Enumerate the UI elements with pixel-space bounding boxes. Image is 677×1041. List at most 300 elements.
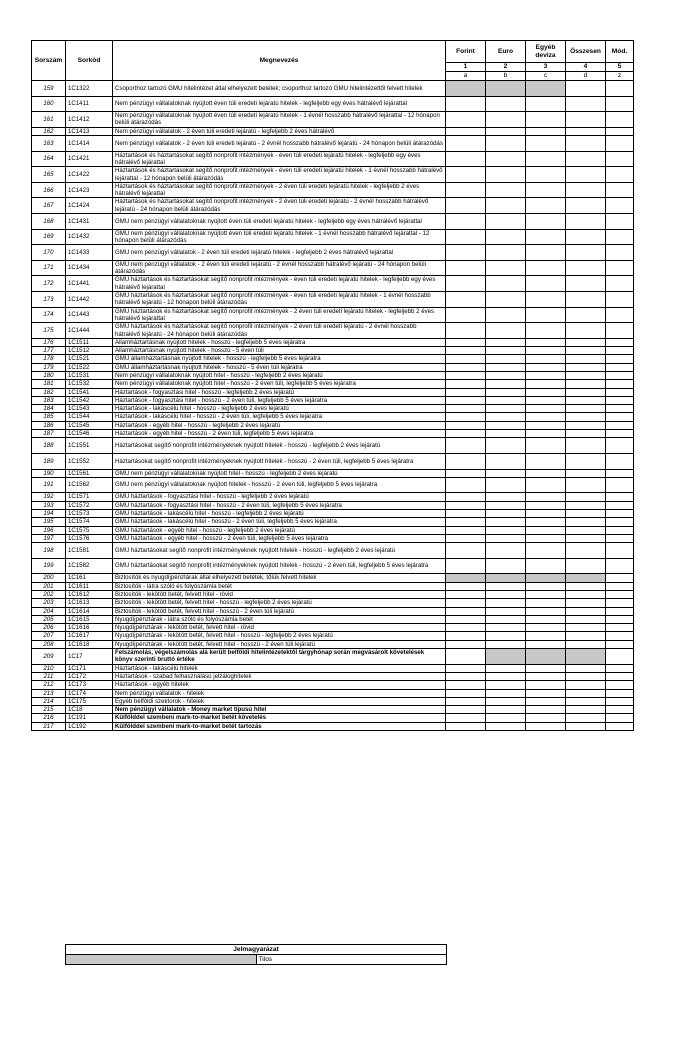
value-cell[interactable] <box>566 526 606 534</box>
value-cell[interactable] <box>566 307 606 323</box>
value-cell[interactable] <box>526 323 566 339</box>
value-cell[interactable] <box>446 558 486 574</box>
value-cell[interactable] <box>566 198 606 214</box>
value-cell[interactable] <box>446 534 486 542</box>
value-cell[interactable] <box>486 640 526 648</box>
value-cell[interactable] <box>446 649 486 665</box>
value-cell[interactable] <box>526 396 566 404</box>
value-cell[interactable] <box>526 182 566 198</box>
value-cell[interactable] <box>446 624 486 632</box>
value-cell[interactable] <box>606 388 634 396</box>
value-cell[interactable] <box>526 689 566 697</box>
value-cell[interactable] <box>486 421 526 429</box>
value-cell[interactable] <box>526 469 566 477</box>
value-cell[interactable] <box>606 127 634 135</box>
value-cell[interactable] <box>486 127 526 135</box>
value-cell[interactable] <box>486 355 526 363</box>
value-cell[interactable] <box>566 81 606 97</box>
value-cell[interactable] <box>486 453 526 469</box>
value-cell[interactable] <box>566 355 606 363</box>
value-cell[interactable] <box>606 182 634 198</box>
value-cell[interactable] <box>486 607 526 615</box>
value-cell[interactable] <box>446 672 486 680</box>
value-cell[interactable] <box>486 260 526 276</box>
value-cell[interactable] <box>446 323 486 339</box>
value-cell[interactable] <box>446 640 486 648</box>
value-cell[interactable] <box>566 127 606 135</box>
value-cell[interactable] <box>486 323 526 339</box>
value-cell[interactable] <box>446 229 486 245</box>
value-cell[interactable] <box>526 543 566 559</box>
value-cell[interactable] <box>526 260 566 276</box>
value-cell[interactable] <box>566 167 606 183</box>
value-cell[interactable] <box>486 182 526 198</box>
value-cell[interactable] <box>606 664 634 672</box>
value-cell[interactable] <box>606 338 634 346</box>
value-cell[interactable] <box>526 307 566 323</box>
value-cell[interactable] <box>566 697 606 705</box>
value-cell[interactable] <box>566 151 606 167</box>
value-cell[interactable] <box>526 151 566 167</box>
value-cell[interactable] <box>606 453 634 469</box>
value-cell[interactable] <box>566 722 606 730</box>
value-cell[interactable] <box>446 706 486 714</box>
value-cell[interactable] <box>446 413 486 421</box>
value-cell[interactable] <box>446 469 486 477</box>
value-cell[interactable] <box>446 214 486 230</box>
value-cell[interactable] <box>606 363 634 371</box>
value-cell[interactable] <box>566 510 606 518</box>
value-cell[interactable] <box>486 396 526 404</box>
row-number: 182 <box>32 388 66 396</box>
value-cell[interactable] <box>526 127 566 135</box>
value-cell[interactable] <box>526 477 566 493</box>
value-cell[interactable] <box>486 582 526 590</box>
value-cell[interactable] <box>566 363 606 371</box>
value-cell[interactable] <box>606 599 634 607</box>
row-name: Háztartások - lakáscélú hitelek <box>113 664 446 672</box>
row-number: 210 <box>32 664 66 672</box>
value-cell[interactable] <box>526 518 566 526</box>
value-cell[interactable] <box>566 405 606 413</box>
value-cell[interactable] <box>486 518 526 526</box>
value-cell[interactable] <box>446 599 486 607</box>
value-cell[interactable] <box>526 413 566 421</box>
value-cell[interactable] <box>566 607 606 615</box>
value-cell[interactable] <box>446 493 486 501</box>
value-cell[interactable] <box>566 438 606 454</box>
value-cell[interactable] <box>486 307 526 323</box>
value-cell[interactable] <box>566 388 606 396</box>
value-cell[interactable] <box>566 292 606 308</box>
table-row <box>32 493 634 501</box>
table-row <box>32 615 634 623</box>
value-cell[interactable] <box>566 689 606 697</box>
value-cell[interactable] <box>446 689 486 697</box>
value-cell[interactable] <box>606 292 634 308</box>
value-cell[interactable] <box>606 151 634 167</box>
value-cell[interactable] <box>606 96 634 112</box>
value-cell[interactable] <box>526 640 566 648</box>
value-cell[interactable] <box>566 413 606 421</box>
value-cell[interactable] <box>526 599 566 607</box>
value-cell[interactable] <box>446 697 486 705</box>
value-cell[interactable] <box>446 438 486 454</box>
value-cell[interactable] <box>486 405 526 413</box>
value-cell[interactable] <box>606 526 634 534</box>
value-cell[interactable] <box>566 681 606 689</box>
value-cell[interactable] <box>606 214 634 230</box>
value-cell[interactable] <box>566 664 606 672</box>
value-cell[interactable] <box>606 689 634 697</box>
value-cell[interactable] <box>486 430 526 438</box>
value-cell[interactable] <box>606 260 634 276</box>
value-cell[interactable] <box>606 347 634 355</box>
value-cell[interactable] <box>526 229 566 245</box>
value-cell[interactable] <box>486 438 526 454</box>
value-cell[interactable] <box>486 722 526 730</box>
value-cell[interactable] <box>446 405 486 413</box>
value-cell[interactable] <box>606 371 634 379</box>
value-cell[interactable] <box>566 323 606 339</box>
value-cell[interactable] <box>526 615 566 623</box>
value-cell[interactable] <box>566 477 606 493</box>
value-cell[interactable] <box>606 396 634 404</box>
value-cell[interactable] <box>526 697 566 705</box>
value-cell[interactable] <box>566 380 606 388</box>
value-cell[interactable] <box>566 518 606 526</box>
value-cell[interactable] <box>526 607 566 615</box>
value-cell[interactable] <box>486 388 526 396</box>
value-cell[interactable] <box>526 453 566 469</box>
value-cell[interactable] <box>526 632 566 640</box>
value-cell[interactable] <box>606 681 634 689</box>
value-cell[interactable] <box>526 681 566 689</box>
value-cell[interactable] <box>606 714 634 722</box>
value-cell[interactable] <box>526 167 566 183</box>
value-cell[interactable] <box>446 338 486 346</box>
value-cell[interactable] <box>606 543 634 559</box>
value-cell[interactable] <box>486 526 526 534</box>
value-cell[interactable] <box>446 430 486 438</box>
value-cell[interactable] <box>446 388 486 396</box>
value-cell[interactable] <box>606 640 634 648</box>
value-cell[interactable] <box>606 558 634 574</box>
value-cell[interactable] <box>526 501 566 509</box>
value-cell[interactable] <box>446 151 486 167</box>
value-cell[interactable] <box>446 421 486 429</box>
value-cell[interactable] <box>486 543 526 559</box>
value-cell[interactable] <box>526 582 566 590</box>
value-cell[interactable] <box>486 112 526 128</box>
value-cell[interactable] <box>446 477 486 493</box>
value-cell[interactable] <box>606 405 634 413</box>
value-cell[interactable] <box>606 307 634 323</box>
value-cell[interactable] <box>446 127 486 135</box>
value-cell[interactable] <box>566 706 606 714</box>
value-cell[interactable] <box>566 582 606 590</box>
value-cell[interactable] <box>566 640 606 648</box>
value-cell[interactable] <box>446 501 486 509</box>
value-cell[interactable] <box>526 526 566 534</box>
value-cell[interactable] <box>606 518 634 526</box>
value-cell[interactable] <box>606 501 634 509</box>
value-cell[interactable] <box>486 167 526 183</box>
value-cell[interactable] <box>526 664 566 672</box>
value-cell[interactable] <box>606 574 634 582</box>
value-cell[interactable] <box>606 245 634 261</box>
table-row <box>32 697 634 705</box>
value-cell[interactable] <box>566 338 606 346</box>
value-cell[interactable] <box>446 380 486 388</box>
value-cell[interactable] <box>446 307 486 323</box>
value-cell[interactable] <box>566 136 606 152</box>
value-cell[interactable] <box>526 371 566 379</box>
value-cell[interactable] <box>486 697 526 705</box>
value-cell[interactable] <box>566 430 606 438</box>
value-cell[interactable] <box>446 136 486 152</box>
value-cell[interactable] <box>566 493 606 501</box>
value-cell[interactable] <box>446 714 486 722</box>
value-cell[interactable] <box>486 510 526 518</box>
table-row <box>32 534 634 542</box>
value-cell[interactable] <box>526 493 566 501</box>
value-cell[interactable] <box>606 167 634 183</box>
value-cell[interactable] <box>526 534 566 542</box>
value-cell[interactable] <box>526 347 566 355</box>
value-cell[interactable] <box>486 96 526 112</box>
value-cell[interactable] <box>446 543 486 559</box>
value-cell[interactable] <box>446 371 486 379</box>
value-cell[interactable] <box>486 591 526 599</box>
value-cell[interactable] <box>526 722 566 730</box>
value-cell[interactable] <box>566 276 606 292</box>
value-cell[interactable] <box>526 292 566 308</box>
value-cell[interactable] <box>526 624 566 632</box>
value-cell[interactable] <box>606 112 634 128</box>
value-cell[interactable] <box>526 355 566 363</box>
value-cell[interactable] <box>446 182 486 198</box>
value-cell[interactable] <box>486 136 526 152</box>
value-cell[interactable] <box>606 582 634 590</box>
value-cell[interactable] <box>446 245 486 261</box>
value-cell[interactable] <box>486 689 526 697</box>
row-name: Háztartásokat segítő nonprofit intézményeknek nyújtott hitelek - hosszú - legfeljebb 2 éves lejáratú <box>113 438 446 454</box>
value-cell[interactable] <box>566 599 606 607</box>
value-cell[interactable] <box>486 380 526 388</box>
value-cell[interactable] <box>446 607 486 615</box>
value-cell[interactable] <box>486 493 526 501</box>
value-cell[interactable] <box>526 591 566 599</box>
value-cell[interactable] <box>526 338 566 346</box>
value-cell[interactable] <box>566 672 606 680</box>
value-cell[interactable] <box>486 477 526 493</box>
value-cell[interactable] <box>526 706 566 714</box>
value-cell[interactable] <box>566 543 606 559</box>
value-cell[interactable] <box>486 672 526 680</box>
value-cell[interactable] <box>486 632 526 640</box>
value-cell[interactable] <box>566 501 606 509</box>
value-cell[interactable] <box>526 214 566 230</box>
value-cell[interactable] <box>486 198 526 214</box>
value-cell[interactable] <box>446 518 486 526</box>
value-cell[interactable] <box>566 615 606 623</box>
value-cell[interactable] <box>446 615 486 623</box>
value-cell[interactable] <box>606 649 634 665</box>
value-cell[interactable] <box>526 363 566 371</box>
value-cell[interactable] <box>566 260 606 276</box>
row-code: 1C1574 <box>66 518 113 526</box>
value-cell[interactable] <box>446 591 486 599</box>
value-cell[interactable] <box>606 493 634 501</box>
value-cell[interactable] <box>486 245 526 261</box>
value-cell[interactable] <box>606 722 634 730</box>
value-cell[interactable] <box>486 558 526 574</box>
value-cell[interactable] <box>606 380 634 388</box>
value-cell[interactable] <box>606 136 634 152</box>
value-cell[interactable] <box>446 453 486 469</box>
value-cell[interactable] <box>446 582 486 590</box>
value-cell[interactable] <box>486 534 526 542</box>
row-code: 1C1575 <box>66 526 113 534</box>
value-cell[interactable] <box>566 534 606 542</box>
value-cell[interactable] <box>446 260 486 276</box>
value-cell[interactable] <box>566 469 606 477</box>
row-name: Biztosítók - lekötött betét, felvett hitel - hosszú - 2 éven túli lejáratú <box>113 607 446 615</box>
value-cell[interactable] <box>446 664 486 672</box>
value-cell[interactable] <box>446 355 486 363</box>
value-cell[interactable] <box>526 672 566 680</box>
value-cell[interactable] <box>526 405 566 413</box>
value-cell[interactable] <box>606 438 634 454</box>
value-cell[interactable] <box>446 722 486 730</box>
value-cell[interactable] <box>486 363 526 371</box>
value-cell[interactable] <box>446 681 486 689</box>
value-cell[interactable] <box>566 558 606 574</box>
value-cell[interactable] <box>606 323 634 339</box>
row-code: 1C1618 <box>66 640 113 648</box>
table-row <box>32 198 634 214</box>
value-cell[interactable] <box>566 714 606 722</box>
value-cell[interactable] <box>526 245 566 261</box>
value-cell[interactable] <box>566 396 606 404</box>
table-row <box>32 681 634 689</box>
value-cell[interactable] <box>606 276 634 292</box>
value-cell[interactable] <box>526 388 566 396</box>
value-cell[interactable] <box>486 292 526 308</box>
value-cell[interactable] <box>526 96 566 112</box>
value-cell[interactable] <box>446 292 486 308</box>
value-cell[interactable] <box>606 430 634 438</box>
value-cell[interactable] <box>486 469 526 477</box>
value-cell[interactable] <box>446 112 486 128</box>
value-cell[interactable] <box>446 526 486 534</box>
value-cell[interactable] <box>486 276 526 292</box>
value-cell[interactable] <box>606 697 634 705</box>
value-cell[interactable] <box>526 714 566 722</box>
value-cell[interactable] <box>566 347 606 355</box>
value-cell[interactable] <box>566 371 606 379</box>
value-cell[interactable] <box>606 477 634 493</box>
value-cell[interactable] <box>566 624 606 632</box>
value-cell[interactable] <box>526 112 566 128</box>
value-cell[interactable] <box>526 558 566 574</box>
row-number: 215 <box>32 706 66 714</box>
value-cell[interactable] <box>486 347 526 355</box>
value-cell[interactable] <box>566 182 606 198</box>
value-cell[interactable] <box>606 607 634 615</box>
value-cell[interactable] <box>606 413 634 421</box>
value-cell[interactable] <box>566 96 606 112</box>
value-cell[interactable] <box>526 510 566 518</box>
value-cell[interactable] <box>446 96 486 112</box>
value-cell[interactable] <box>606 624 634 632</box>
value-cell[interactable] <box>446 363 486 371</box>
value-cell[interactable] <box>566 245 606 261</box>
value-cell[interactable] <box>566 229 606 245</box>
value-cell[interactable] <box>566 421 606 429</box>
value-cell[interactable] <box>486 413 526 421</box>
value-cell[interactable] <box>486 229 526 245</box>
value-cell[interactable] <box>486 681 526 689</box>
value-cell[interactable] <box>526 380 566 388</box>
value-cell[interactable] <box>486 624 526 632</box>
value-cell[interactable] <box>446 276 486 292</box>
value-cell[interactable] <box>566 632 606 640</box>
value-cell[interactable] <box>606 672 634 680</box>
value-cell[interactable] <box>446 198 486 214</box>
value-cell[interactable] <box>606 510 634 518</box>
value-cell[interactable] <box>526 276 566 292</box>
value-cell[interactable] <box>606 469 634 477</box>
value-cell[interactable] <box>486 371 526 379</box>
value-cell[interactable] <box>486 615 526 623</box>
value-cell[interactable] <box>486 664 526 672</box>
value-cell[interactable] <box>486 151 526 167</box>
value-cell[interactable] <box>446 510 486 518</box>
value-cell[interactable] <box>606 81 634 97</box>
value-cell[interactable] <box>606 421 634 429</box>
value-cell[interactable] <box>446 167 486 183</box>
value-cell[interactable] <box>606 229 634 245</box>
value-cell[interactable] <box>606 632 634 640</box>
value-cell[interactable] <box>486 599 526 607</box>
value-cell[interactable] <box>526 136 566 152</box>
value-cell[interactable] <box>526 430 566 438</box>
value-cell[interactable] <box>446 347 486 355</box>
value-cell[interactable] <box>566 112 606 128</box>
value-cell[interactable] <box>526 421 566 429</box>
value-cell[interactable] <box>486 214 526 230</box>
value-cell[interactable] <box>566 591 606 599</box>
value-cell[interactable] <box>606 198 634 214</box>
value-cell[interactable] <box>606 706 634 714</box>
value-cell[interactable] <box>566 214 606 230</box>
value-cell[interactable] <box>526 438 566 454</box>
value-cell[interactable] <box>486 714 526 722</box>
value-cell[interactable] <box>526 198 566 214</box>
value-cell[interactable] <box>606 534 634 542</box>
value-cell[interactable] <box>606 591 634 599</box>
value-cell[interactable] <box>566 453 606 469</box>
value-cell[interactable] <box>486 338 526 346</box>
value-cell[interactable] <box>446 632 486 640</box>
value-cell[interactable] <box>486 706 526 714</box>
value-cell[interactable] <box>486 501 526 509</box>
value-cell[interactable] <box>446 396 486 404</box>
value-cell[interactable] <box>606 615 634 623</box>
value-cell[interactable] <box>606 355 634 363</box>
